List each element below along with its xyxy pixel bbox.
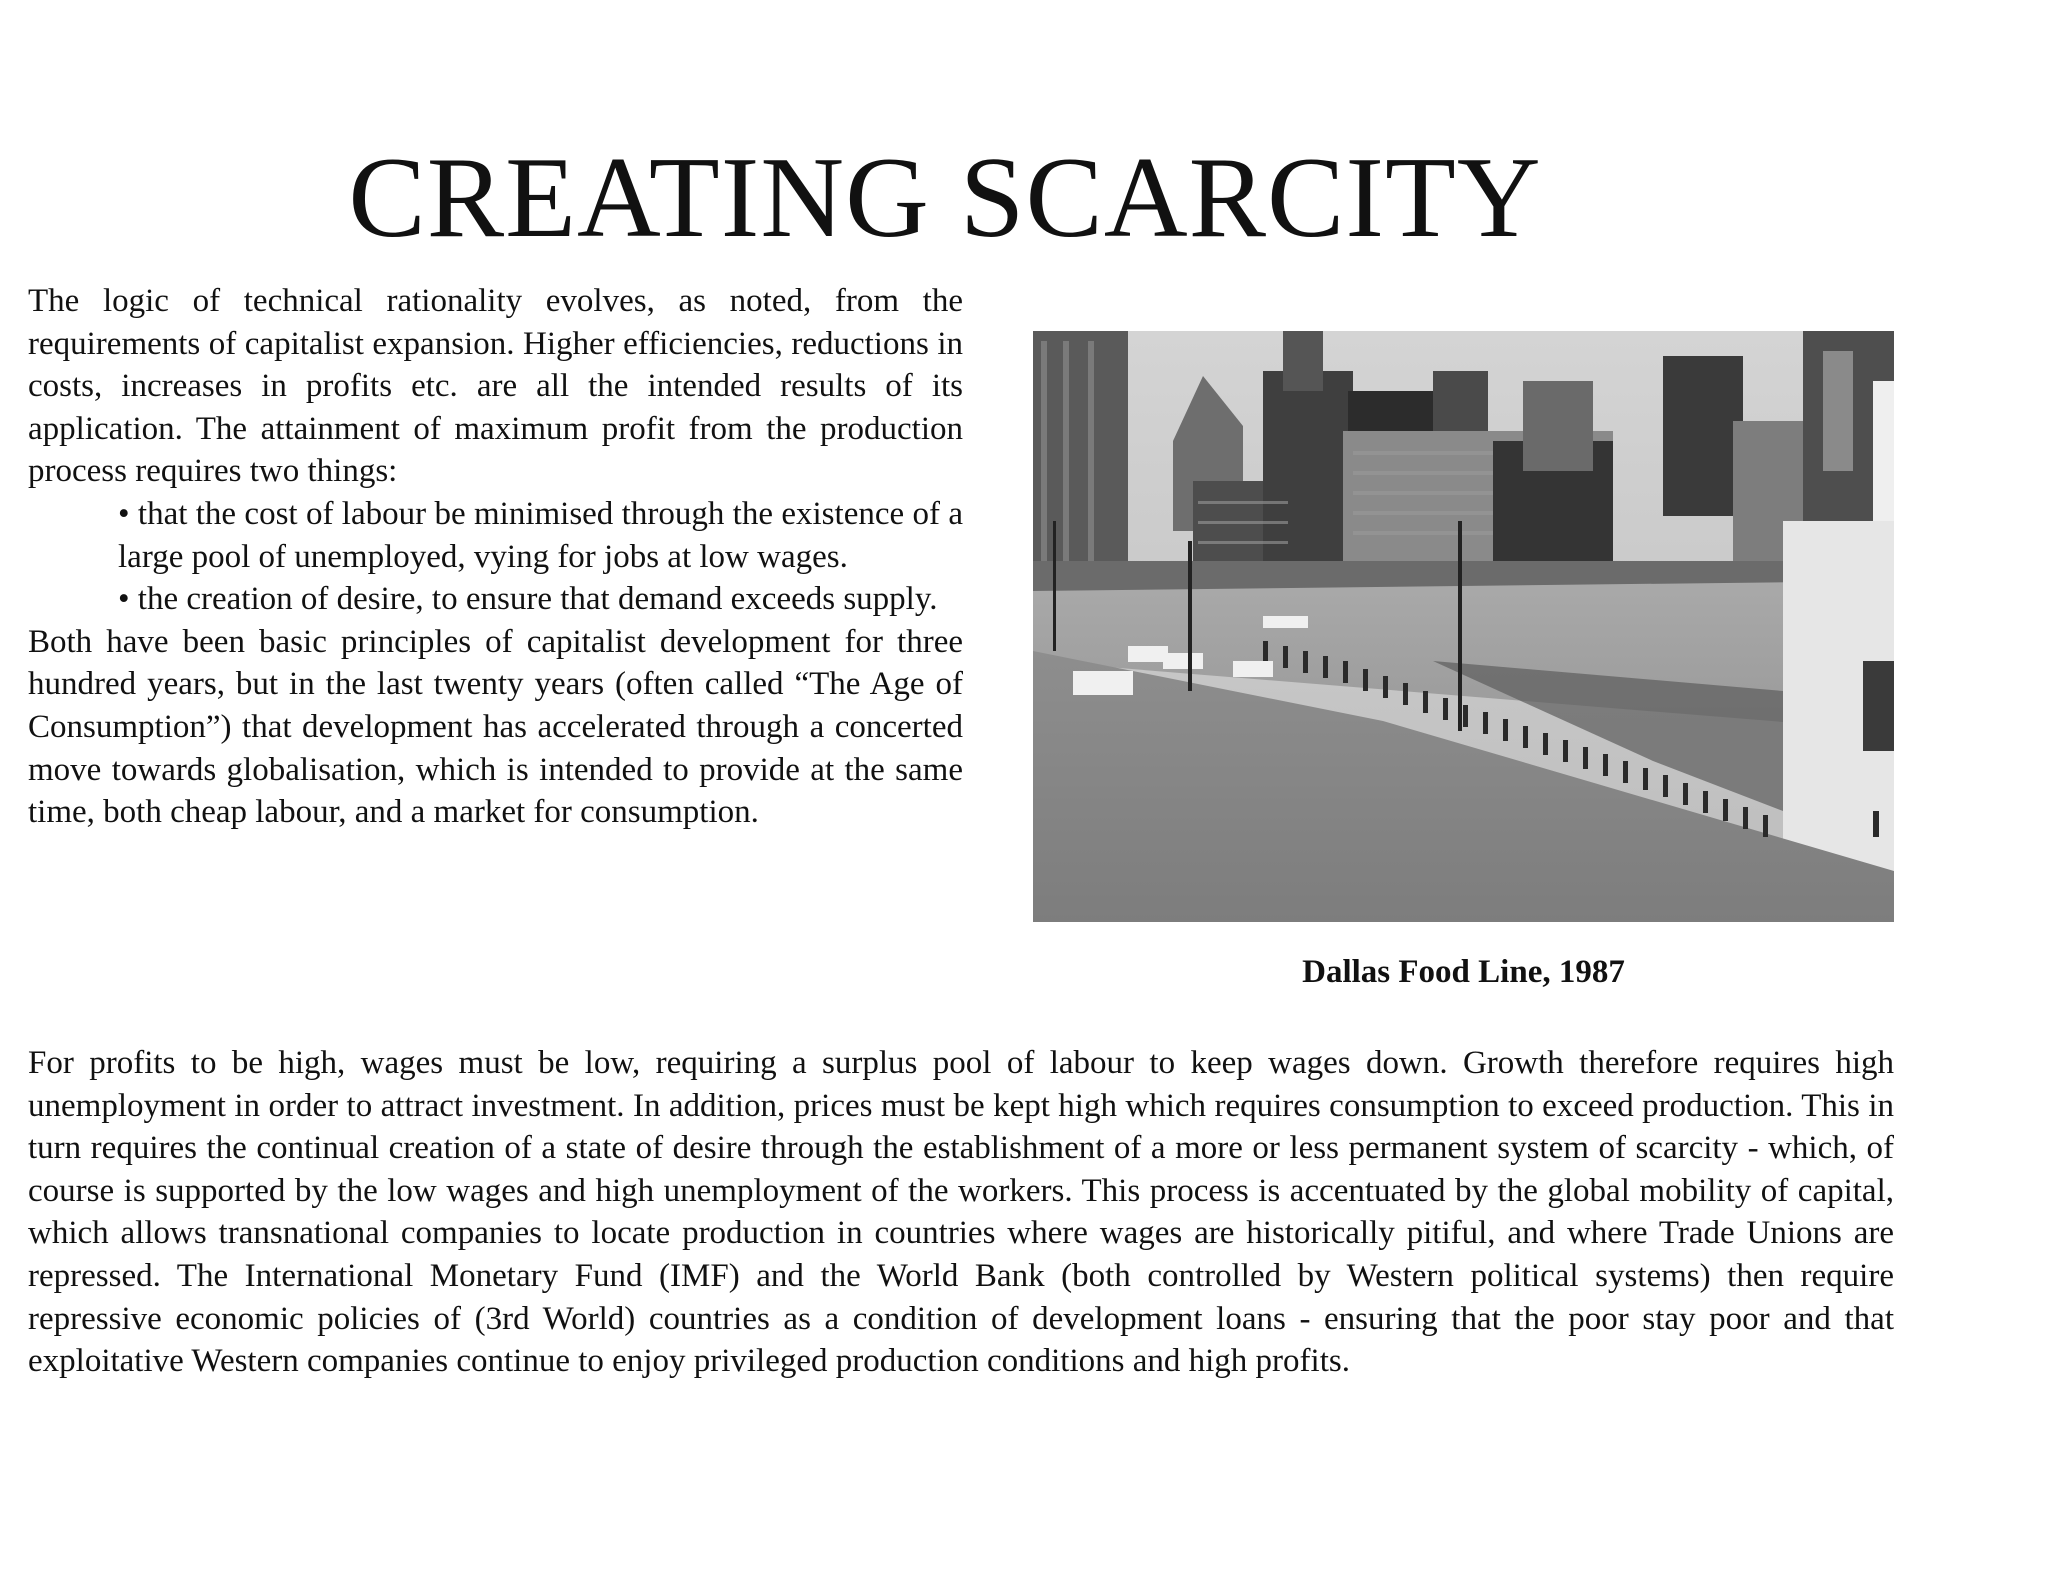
- bullet-item-desire: • the creation of desire, to ensure that demand exceeds supply.: [118, 581, 938, 618]
- intro-closing-paragraph: Both have been basic principles of capitalist development for three hundred years, but in the last twenty years (often called “The Age of Consumption”) that development has accelerated through a concerted move towards globalisation, which is intended to provide at the same time, both cheap labour, and a market for consumption.: [28, 623, 963, 831]
- photo-illustration: [1033, 331, 1894, 922]
- intro-section: [28, 280, 963, 834]
- page-title: CREATING SCARCITY: [348, 134, 1542, 262]
- photo-caption: Dallas Food Line, 1987: [1302, 954, 1625, 990]
- intro-paragraph: The logic of technical rationality evolves, as noted, from the requirements of capitalist expansion. Higher efficiencies, reductions in costs, increases in profits etc. are all the intended results of its application. The attainment of maximum profit from the production process requires two things:: [28, 283, 963, 490]
- body-paragraph: For profits to be high, wages must be low, requiring a surplus pool of labour to keep wages down. Growth therefore requires high unemployment in order to attract investment. In addition, prices must be kept high which requires consumption to exceed production. This in turn requires the continual creation of a state of desire through the establishment of a more or less permanent system of scarcity - which, of course is supported by the low wages and high unemployment of the workers. This process is accentuated by the global mobility of capital, which allows transnational companies to locate production in countries where wages are historically pitiful, and where Trade Unions are repressed. The International Monetary Fund (IMF) and the World Bank (both controlled by Western political systems) then require repressive economic policies of (3rd World) countries as a condition of development loans - ensuring that the poor stay poor and that exploitative Western companies continue to enjoy privileged production conditions and high profits.: [28, 1045, 1894, 1380]
- bullet-list: [28, 493, 963, 621]
- bullet-item-labour-cost: • that the cost of labour be minimised through the existence of a large pool of unemployed, vying for jobs at low wages.: [118, 495, 963, 575]
- dallas-food-line-photo: [1033, 331, 1894, 922]
